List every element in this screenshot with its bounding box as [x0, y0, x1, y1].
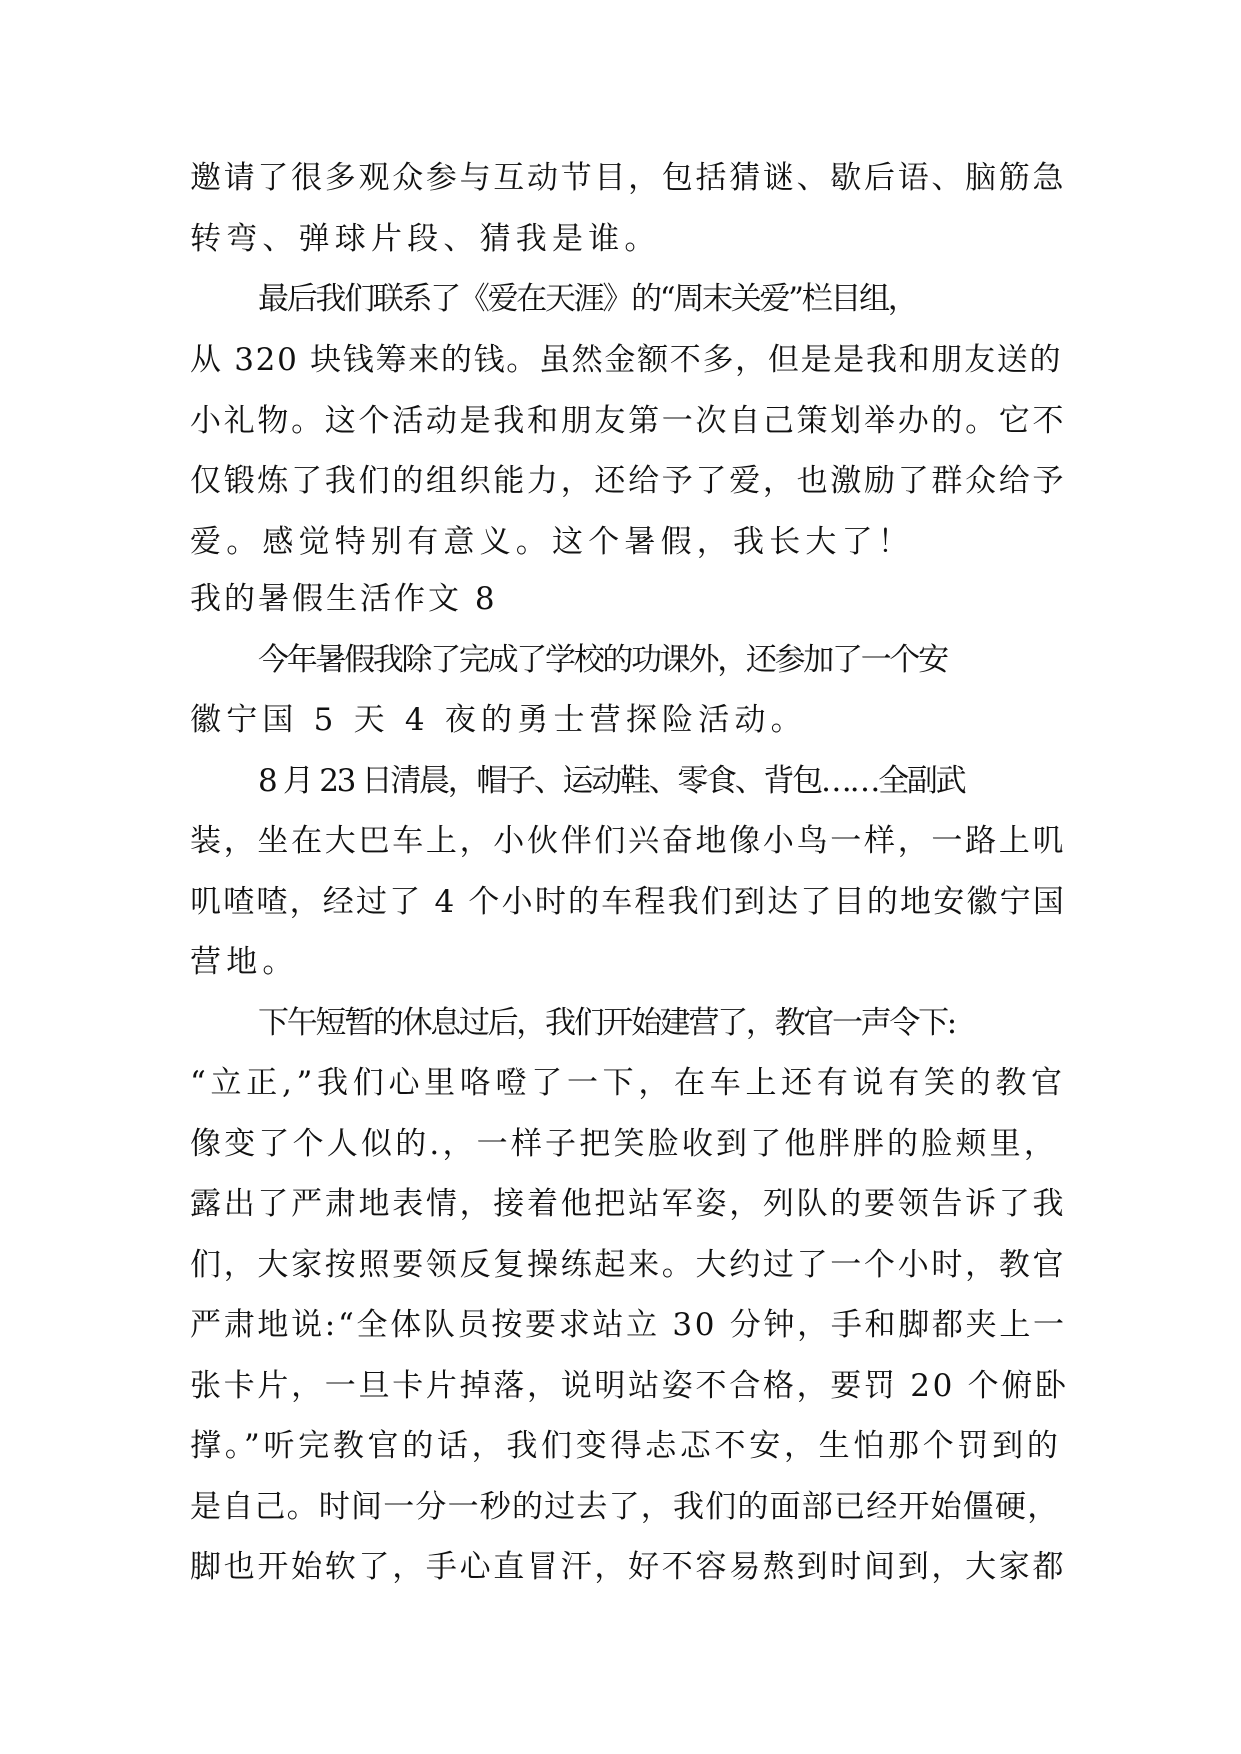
- text-line: 叽喳喳，经过了 4 个小时的车程我们到达了目的地安徽宁国: [190, 884, 1067, 920]
- text-line: 严肃地说:“全体队员按要求站立 30 分钟，手和脚都夹上一: [190, 1307, 1067, 1343]
- text-line: 们，大家按照要领反复操练起来。大约过了一个小时，教官: [190, 1247, 1067, 1283]
- paragraph-first-line: 下午短暂的休息过后，我们开始建营了，教官一声令下:: [258, 1005, 955, 1041]
- text-line: 邀请了很多观众参与互动节目，包括猜谜、歇后语、脑筋急: [190, 160, 1067, 196]
- text-line: 张卡片，一旦卡片掉落，说明站姿不合格，要罚 20 个俯卧: [190, 1368, 1069, 1404]
- text-line: 脚也开始软了，手心直冒汗，好不容易熬到时间到，大家都: [190, 1549, 1067, 1585]
- text-line: 小礼物。这个活动是我和朋友第一次自己策划举办的。它不: [190, 403, 1067, 439]
- section-heading: 我的暑假生活作文 8: [190, 581, 498, 617]
- text-line: 营地。: [190, 944, 299, 980]
- text-line: 仅锻炼了我们的组织能力，还给予了爱，也激励了群众给予: [190, 463, 1067, 499]
- text-line: 撑。”听完教官的话，我们变得忐忑不安，生怕那个罚到的: [190, 1428, 1062, 1464]
- text-line: “立正,”我们心里咯噔了一下，在车上还有说有笑的教官: [190, 1065, 1067, 1101]
- paragraph-first-line: 8 月 23 日清晨，帽子、运动鞋、零食、背包……全副武: [258, 763, 965, 799]
- text-line: 徽宁国 5 天 4 夜的勇士营探险活动。: [190, 702, 807, 738]
- text-line: 从 320 块钱筹来的钱。虽然金额不多，但是是我和朋友送的: [190, 342, 1063, 378]
- text-line: 转弯、弹球片段、猜我是谁。: [190, 221, 661, 257]
- text-line: 装，坐在大巴车上，小伙伴们兴奋地像小鸟一样，一路上叽: [190, 823, 1067, 859]
- paragraph-first-line: 今年暑假我除了完成了学校的功课外，还参加了一个安: [258, 642, 947, 678]
- text-line: 是自己。时间一分一秒的过去了，我们的面部已经开始僵硬，: [190, 1489, 1060, 1525]
- text-line: 像变了个人似的.，一样子把笑脸收到了他胖胖的脸颊里，: [190, 1126, 1059, 1162]
- text-line: 爱。感觉特别有意义。这个暑假，我长大了！: [190, 524, 914, 560]
- paragraph-first-line: 最后我们联系了《爱在天涯》的“周末关爱”栏目组，: [258, 281, 917, 317]
- text-line: 露出了严肃地表情，接着他把站军姿，列队的要领告诉了我: [190, 1186, 1067, 1222]
